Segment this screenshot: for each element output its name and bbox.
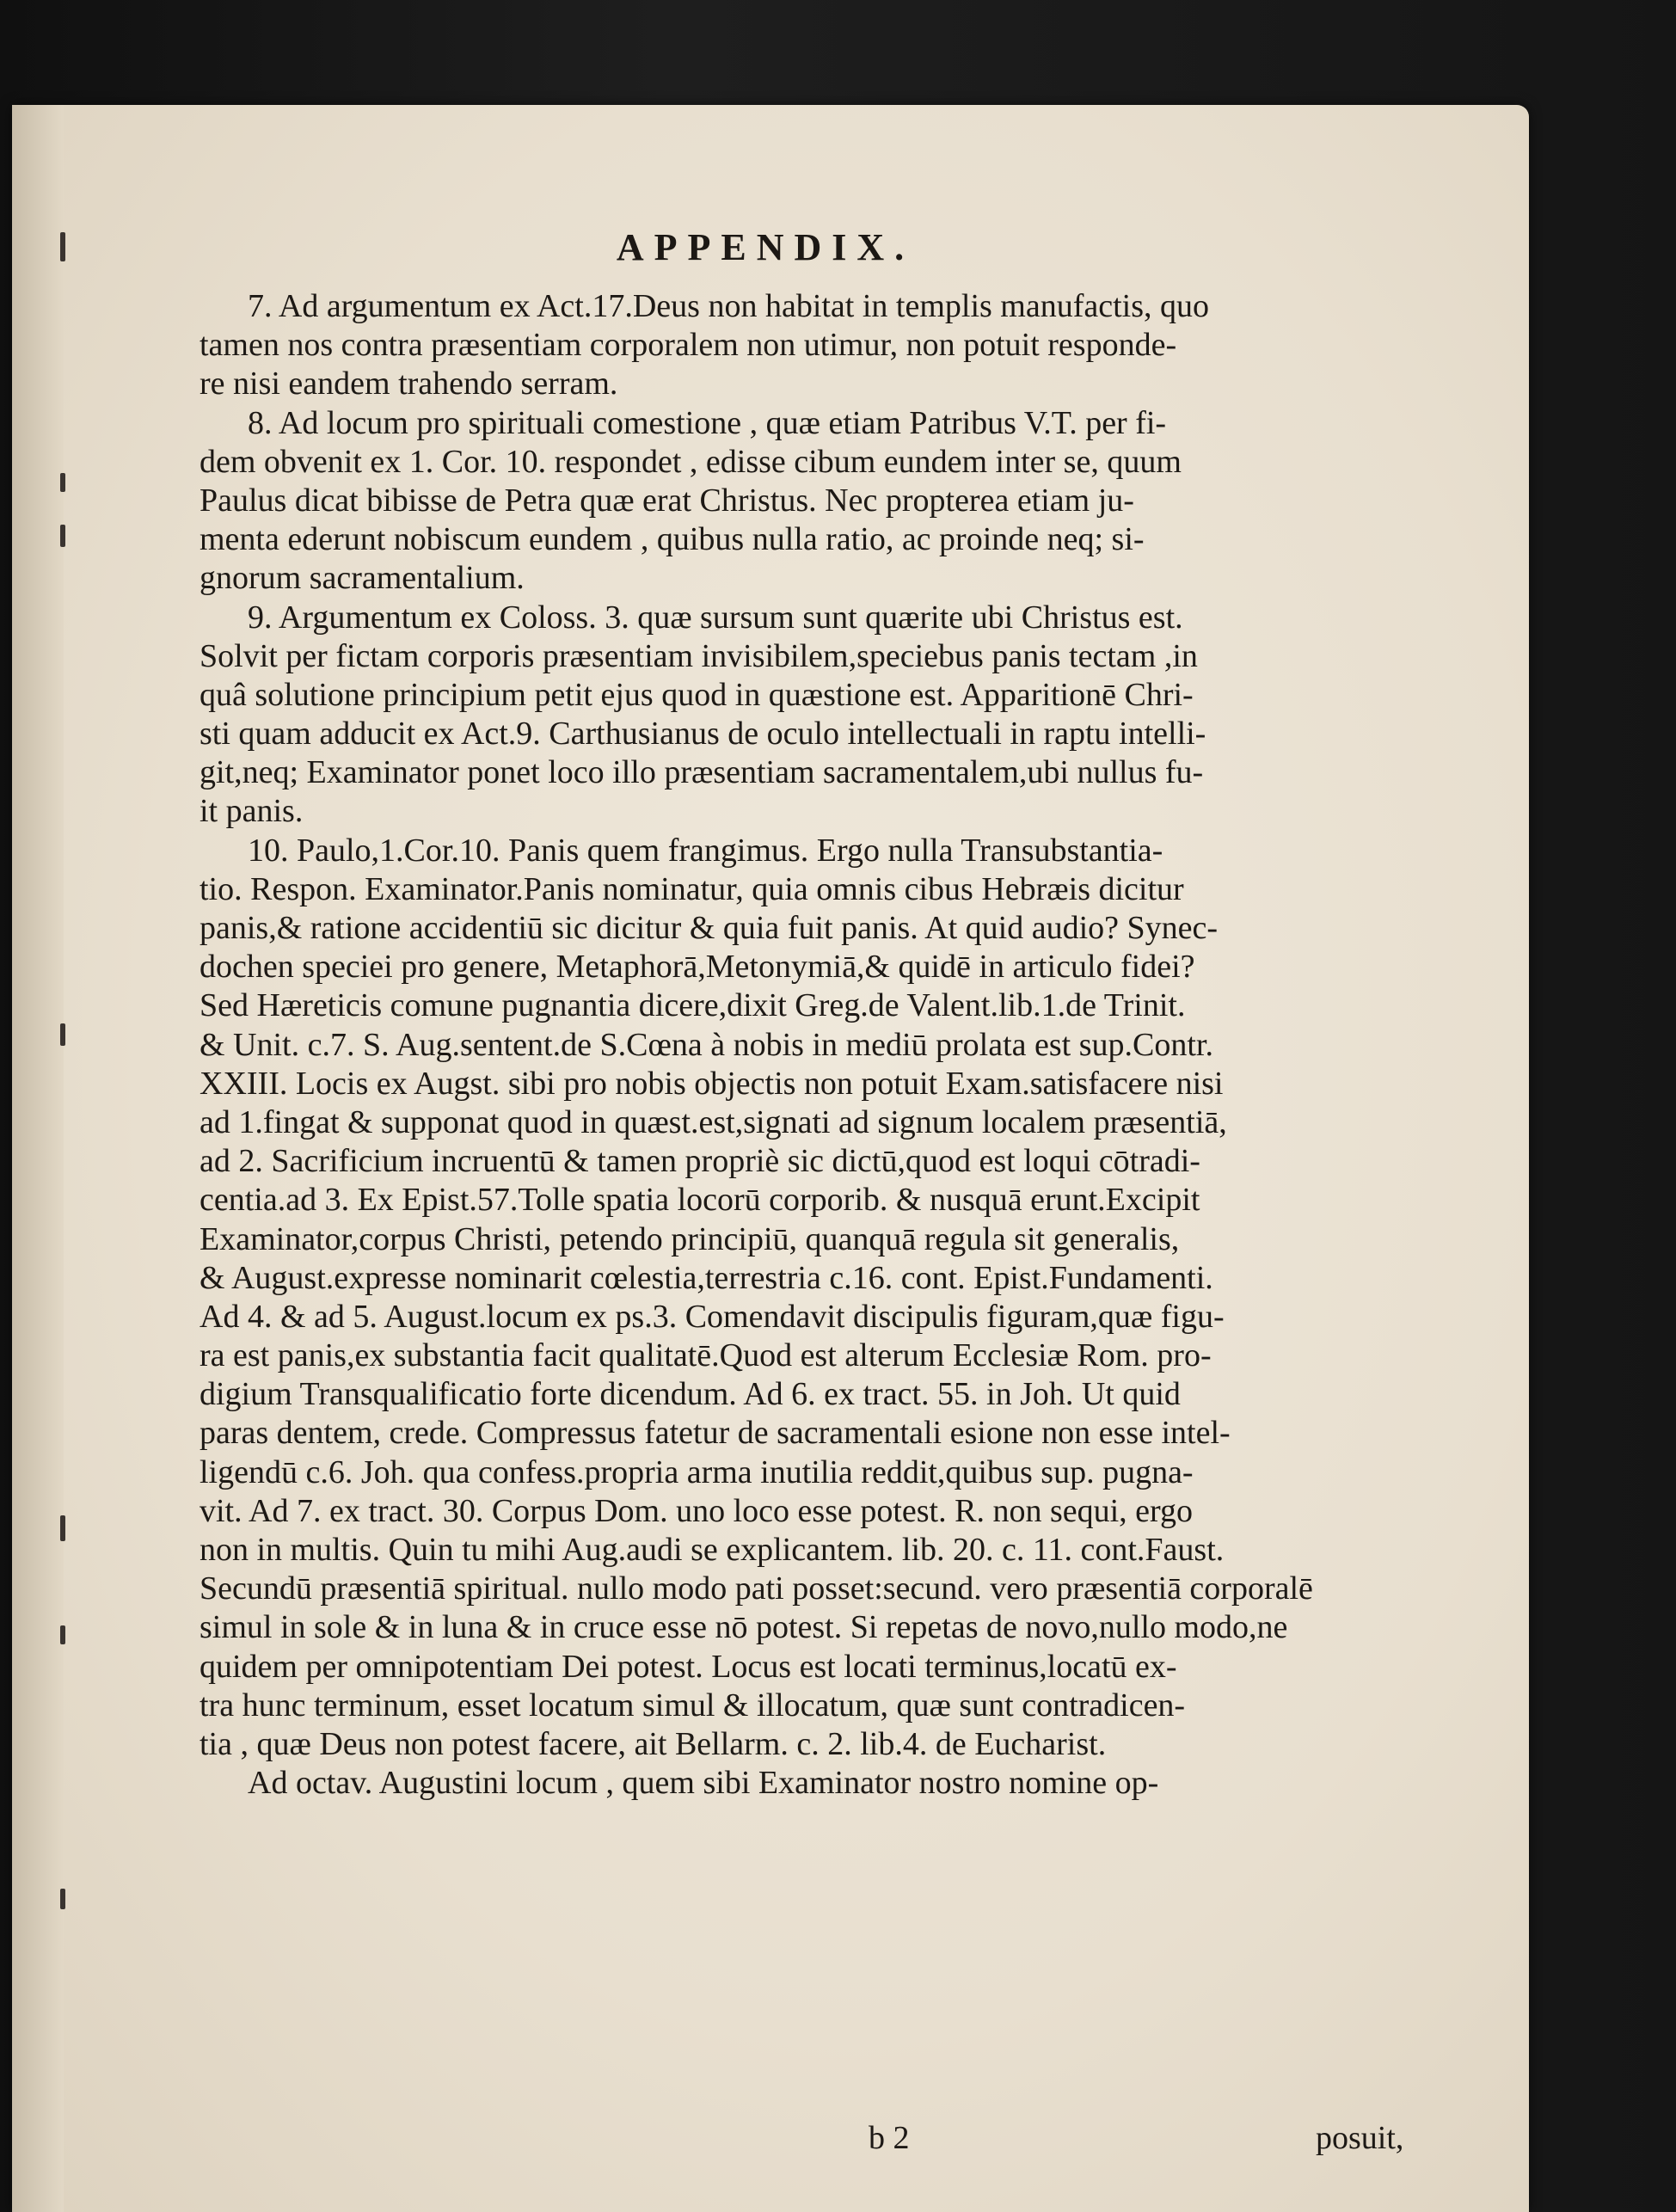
text-line: it panis. [200,793,304,830]
text-line: digium Transqualificatio forte dicendum. Ad 6. ex tract. 55. in Joh. Ut quid [200,1376,1181,1413]
page-header: APPENDIX. [616,226,915,268]
signature-mark: b 2 [869,2120,910,2156]
text-line: tia , quæ Deus non potest facere, ait Bellarm. c. 2. lib.4. de Eucharist. [200,1725,1107,1762]
text-line: Secundū præsentiā spiritual. nullo modo pati posset:secund. vero præsentiā corporalē [200,1570,1313,1607]
text-line: re nisi eandem trahendo serram. [200,366,618,402]
margin-mark [60,525,65,547]
body-text [200,287,1438,1803]
text-line: paras dentem, crede. Compressus fatetur de sacramentali esione non esse intel- [200,1415,1231,1452]
text-line: 7. Ad argumentum ex Act.17.Deus non habitat in templis manufactis, quo [248,288,1210,324]
text-line: ligendū c.6. Joh. qua confess.propria arma inutilia reddit,quibus sup. pugna- [200,1453,1194,1490]
text-line: tio. Respon. Examinator.Panis nominatur, quia omnis cibus Hebræis dicitur [200,870,1184,907]
catchword: posuit, [1316,2120,1404,2156]
text-line: gnorum sacramentalium. [200,560,525,597]
text-line: Paulus dicat bibisse de Petra quæ erat Christus. Nec propterea etiam ju- [200,482,1134,519]
text-line: tra hunc terminum, esset locatum simul & illocatum, quæ sunt contradicen- [200,1687,1186,1724]
margin-mark [60,1889,65,1909]
text-line: quidem per omnipotentiam Dei potest. Locus est locati terminus,locatū ex- [200,1648,1177,1685]
margin-mark [60,1023,65,1046]
text-line: XXIII. Locis ex Augst. sibi pro nobis objectis non potuit Exam.satisfacere nisi [200,1065,1224,1102]
text-line: quâ solutione principium petit ejus quod in quæstione est. Apparitionē Chri- [200,676,1194,713]
text-line: Ad 4. & ad 5. August.locum ex ps.3. Comendavit discipulis figuram,quæ figu- [200,1298,1225,1335]
text-line: ad 1.fingat & supponat quod in quæst.est,signati ad signum localem præsentiā, [200,1103,1227,1140]
text-line: dochen speciei pro genere, Metaphorā,Metonymiā,& quidē in articulo fidei? [200,949,1195,986]
margin-mark [60,1515,65,1541]
text-line: & Unit. c.7. S. Aug.sentent.de S.Cœna à nobis in mediū prolata est sup.Contr. [200,1026,1213,1063]
margin-mark [60,473,65,492]
text-line: Sed Hæreticis comune pugnantia dicere,dixit Greg.de Valent.lib.1.de Trinit. [200,987,1186,1024]
text-line: menta ederunt nobiscum eundem , quibus nulla ratio, ac proinde neq; si- [200,521,1145,558]
text-line: git,neq; Examinator ponet loco illo præsentiam sacramentalem,ubi nullus fu- [200,754,1204,791]
text-line: Solvit per fictam corporis præsentiam invisibilem,speciebus panis tectam ,in [200,637,1198,674]
margin-mark [60,232,65,261]
text-line: ad 2. Sacrificium incruentū & tamen propriè sic dictū,quod est loqui cōtradi- [200,1143,1200,1180]
page-gutter [12,105,64,2212]
text-line: centia.ad 3. Ex Epist.57.Tolle spatia locorū corporib. & nusquā erunt.Excipit [200,1182,1200,1219]
text-line: Ad octav. Augustini locum , quem sibi Examinator nostro nomine op- [248,1765,1159,1802]
text-line: Examinator,corpus Christi, petendo principiū, quanquā regula sit generalis, [200,1220,1180,1257]
text-line: sti quam adducit ex Act.9. Carthusianus de oculo intellectuali in raptu intelli- [200,716,1206,753]
margin-mark [60,1625,65,1644]
text-line: 8. Ad locum pro spirituali comestione , quæ etiam Patribus V.T. per fi- [248,404,1167,441]
text-line: 9. Argumentum ex Coloss. 3. quæ sursum sunt quærite ubi Christus est. [248,599,1183,636]
text-line: 10. Paulo,1.Cor.10. Panis quem frangimus. Ergo nulla Transubstantia- [248,832,1163,869]
text-line: panis,& ratione accidentiū sic dicitur & quia fuit panis. At quid audio? Synec- [200,910,1219,946]
text-line: & August.expresse nominarit cœlestia,terrestria c.16. cont. Epist.Fundamenti. [200,1259,1213,1296]
text-line: vit. Ad 7. ex tract. 30. Corpus Dom. uno loco esse potest. R. non sequi, ergo [200,1492,1194,1529]
text-line: tamen nos contra præsentiam corporalem non utimur, non potuit responde- [200,327,1177,364]
text-line: simul in sole & in luna & in cruce esse nō potest. Si repetas de novo,nullo modo,ne [200,1609,1288,1646]
text-line: ra est panis,ex substantia facit qualitatē.Quod est alterum Ecclesiæ Rom. pro- [200,1337,1212,1374]
text-line: dem obvenit ex 1. Cor. 10. respondet , edisse cibum eundem inter se, quum [200,443,1182,480]
text-line: non in multis. Quin tu mihi Aug.audi se explicantem. lib. 20. c. 11. cont.Faust. [200,1532,1225,1568]
